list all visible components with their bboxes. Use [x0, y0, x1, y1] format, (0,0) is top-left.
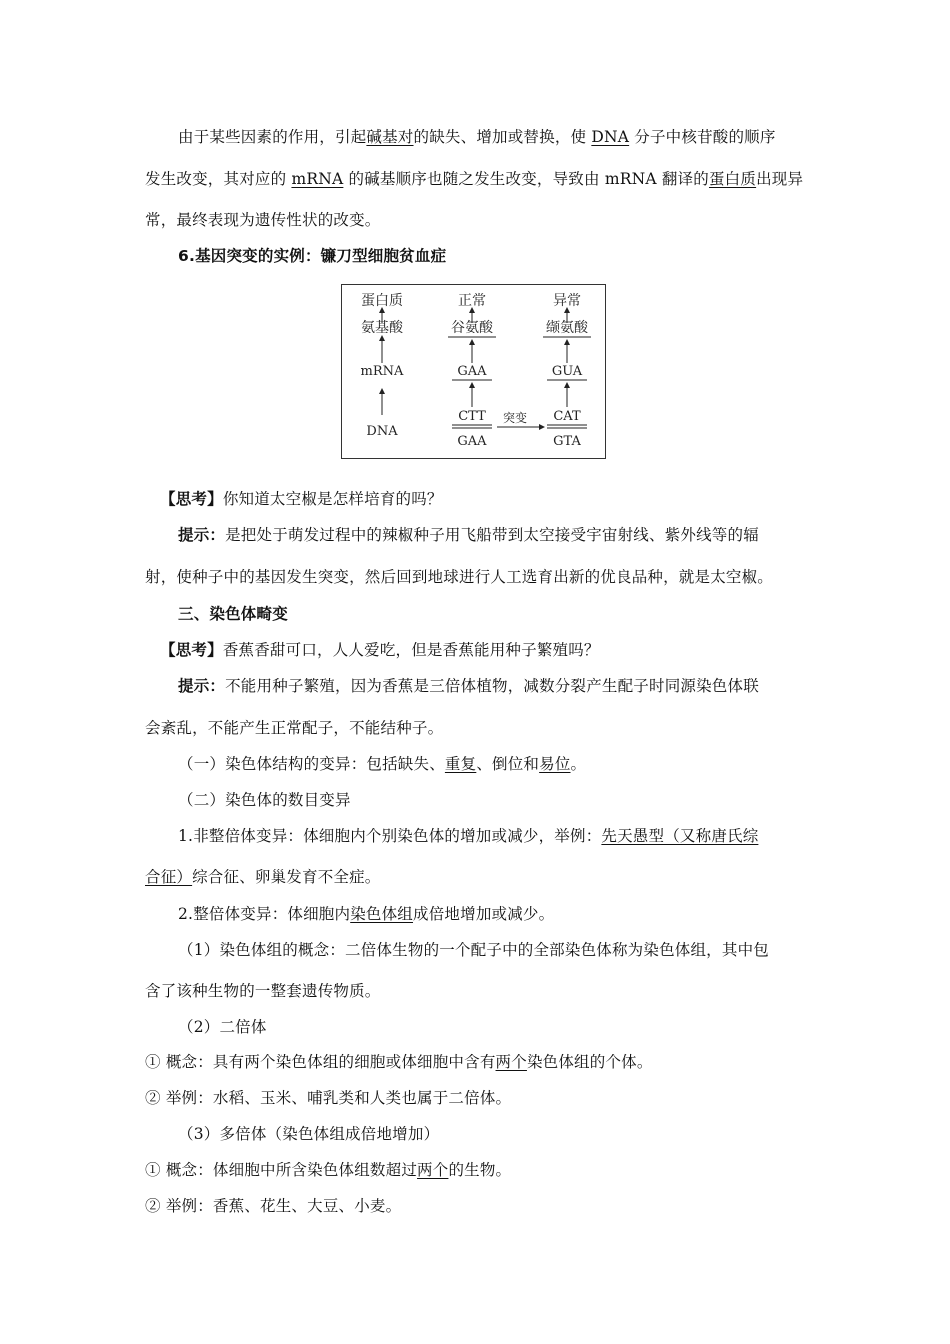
think-label: 【思考】 [160, 641, 223, 659]
underlined-term: 两个 [417, 1161, 449, 1179]
text: 成倍地增加或减少。 [413, 905, 555, 923]
text: ① 概念：体细胞中所含染色体组数超过 [145, 1161, 418, 1179]
mutation-label: 突变 [502, 411, 528, 425]
underlined-term: 重复 [444, 755, 477, 773]
text: ① 概念：具有两个染色体组的细胞或体细胞中含有 [145, 1053, 496, 1071]
hint-label: 提示： [178, 677, 226, 695]
paragraph1-line2 [145, 168, 810, 190]
diploid-concept [145, 1051, 810, 1073]
text: 不能用种子繁殖，因为香蕉是三倍体植物，减数分裂产生配子时同源染色体联 [225, 677, 759, 695]
text: 是把处于萌发过程中的辣椒种子用飞船带到太空接受宇宙射线、紫外线等的辐 [225, 526, 759, 544]
col3-codon-gua: GUA [551, 364, 583, 379]
col2-dna-gaa: GAA [457, 434, 487, 449]
text: 由于某些因素的作用，引起 [178, 128, 367, 146]
structure-variation [178, 753, 843, 775]
number-variation-title: （二）染色体的数目变异 [178, 791, 351, 809]
col2-normal: 正常 [458, 293, 486, 309]
underlined-term: 染色体组 [350, 905, 414, 923]
polyploid-title: （3）多倍体（染色体组成倍地增加） [178, 1125, 440, 1143]
col1-protein: 蛋白质 [361, 293, 403, 309]
think-label: 【思考】 [160, 490, 223, 508]
text: 1.非整倍体变异：体细胞内个别染色体的增加或减少，举例： [178, 827, 602, 845]
text: （一）染色体结构的变异：包括缺失、 [178, 755, 445, 773]
polyploid-example: ② 举例：香蕉、花生、大豆、小麦。 [145, 1197, 402, 1215]
underlined-term: 先天愚型（又称唐氏综 [601, 827, 759, 845]
underlined-term: 易位 [539, 755, 571, 773]
euploid [178, 903, 843, 925]
text: 的缺失、增加或替换，使 [413, 128, 592, 146]
hint1-line1 [178, 524, 843, 546]
paragraph1-line1 [178, 126, 843, 148]
sickle-cell-diagram [341, 284, 606, 459]
text: 。 [570, 755, 587, 773]
text: 出现异 [756, 170, 804, 188]
think1 [160, 488, 825, 510]
text: 2.整倍体变异：体细胞内 [178, 905, 351, 923]
text: 香蕉香甜可口，人人爱吃，但是香蕉能用种子繁殖吗？ [222, 641, 600, 659]
col3-dna-cat: CAT [553, 409, 581, 424]
hint1-line2: 射，使种子中的基因发生突变，然后回到地球进行人工选育出新的优良品种，就是太空椒。 [145, 568, 774, 586]
underlined-term: mRNA [291, 170, 344, 188]
col1-amino-acid: 氨基酸 [361, 320, 403, 336]
col3-dna-gta: GTA [553, 434, 581, 449]
diploid-example: ② 举例：水稻、玉米、哺乳类和人类也属于二倍体。 [145, 1089, 512, 1107]
col2-dna-ctt: CTT [458, 409, 486, 424]
think2 [160, 639, 825, 661]
hint2-line2: 会紊乱，不能产生正常配子，不能结种子。 [145, 719, 444, 737]
aneuploid-line1 [178, 825, 843, 847]
hint-label: 提示： [178, 526, 226, 544]
diploid-title: （2）二倍体 [178, 1018, 267, 1036]
underlined-term: 合征） [145, 868, 193, 886]
heading-6: 6.基因突变的实例：镰刀型细胞贫血症 [178, 247, 447, 265]
text: 的生物。 [448, 1161, 512, 1179]
col2-codon-gaa: GAA [457, 364, 487, 379]
text: 的碱基顺序也随之发生改变，导致由 mRNA 翻译的 [343, 170, 709, 188]
underlined-term: 两个 [495, 1053, 527, 1071]
underlined-term: DNA [591, 128, 630, 146]
col2-glutamic-acid: 谷氨酸 [451, 320, 493, 336]
text: 分子中核苷酸的顺序 [629, 128, 776, 146]
genome-concept-line2: 含了该种生物的一整套遗传物质。 [145, 982, 381, 1000]
col3-valine: 缬氨酸 [546, 320, 588, 336]
polyploid-concept [145, 1159, 810, 1181]
hint2-line1 [178, 675, 843, 697]
col1-dna: DNA [366, 424, 398, 439]
paragraph1-line3: 常，最终表现为遗传性状的改变。 [145, 211, 381, 229]
underlined-term: 蛋白质 [708, 170, 757, 188]
text: 发生改变，其对应的 [145, 170, 292, 188]
col1-mrna: mRNA [360, 364, 404, 379]
aneuploid-line2 [145, 866, 810, 888]
text: 、倒位和 [476, 755, 540, 773]
diagram-svg [342, 285, 607, 460]
col3-abnormal: 异常 [553, 293, 581, 309]
section-3-title: 三、染色体畸变 [178, 605, 288, 623]
text: 染色体组的个体。 [526, 1053, 653, 1071]
text: 综合征、卵巢发育不全症。 [192, 868, 381, 886]
text: 你知道太空椒是怎样培育的吗？ [222, 490, 443, 508]
genome-concept-line1: （1）染色体组的概念：二倍体生物的一个配子中的全部染色体称为染色体组，其中包 [178, 941, 769, 959]
underlined-term: 碱基对 [366, 128, 414, 146]
